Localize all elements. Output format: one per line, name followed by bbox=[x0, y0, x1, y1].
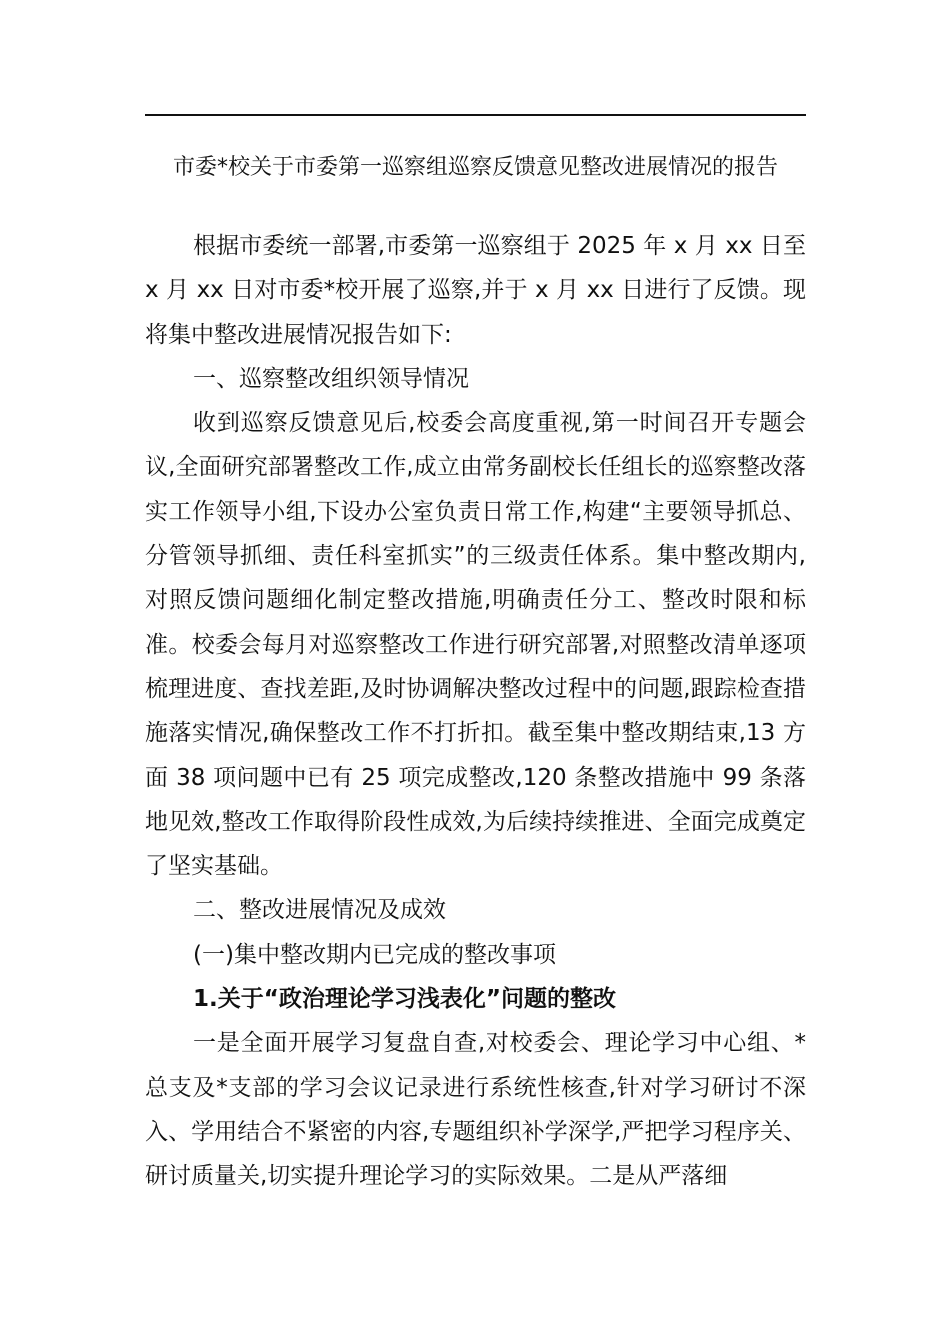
document-title: 市委*校关于市委第一巡察组巡察反馈意见整改进展情况的报告 bbox=[172, 155, 778, 180]
item-heading-1: 1.关于“政治理论学习浅表化”问题的整改 bbox=[193, 986, 616, 1013]
intro-paragraph: 根据市委统一部署,市委第一巡察组于 2025 年 x 月 xx 日至 x 月 xx 日对市委*校开展了巡察,并于 x 月 xx 日进行了反馈。现将集中整改进展情况报告如下: bbox=[145, 233, 806, 348]
section-heading-1: 一、巡察整改组织领导情况 bbox=[193, 365, 469, 392]
header-rule bbox=[145, 114, 806, 116]
item-1-paragraph: 一是全面开展学习复盘自查,对校委会、理论学习中心组、*总支及*支部的学习会议记录进行系统性核查,针对学习研讨不深入、学用结合不紧密的内容,专题组织补学深学,严把学习程序关、研讨质量关,切实提升理论学习的实际效果。二是从严落细 bbox=[145, 1030, 806, 1190]
section-heading-2: 二、整改进展情况及成效 bbox=[193, 897, 446, 924]
subsection-heading-1: (一)集中整改期内已完成的整改事项 bbox=[193, 941, 556, 968]
section-1-paragraph: 收到巡察反馈意见后,校委会高度重视,第一时间召开专题会议,全面研究部署整改工作,成立由常务副校长任组长的巡察整改落实工作领导小组,下设办公室负责日常工作,构建“主要领导抓总、分管领导抓细、责任科室抓实”的三级责任体系。集中整改期内,对照反馈问题细化制定整改措施,明确责任分工、整改时限和标准。校委会每月对巡察整改工作进行研究部署,对照整改清单逐项梳理进度、查找差距,及时协调解决整改过程中的问题,跟踪检查措施落实情况,确保整改工作不打折扣。截至集中整改期结束,13 方面 38 项问题中已有 25 项完成整改,120 条整改措施中 99 条落地见效,整改工作取得阶段性成效,为后续持续推进、全面完成奠定了坚实基础。 bbox=[145, 410, 806, 880]
document-body bbox=[145, 224, 806, 1199]
